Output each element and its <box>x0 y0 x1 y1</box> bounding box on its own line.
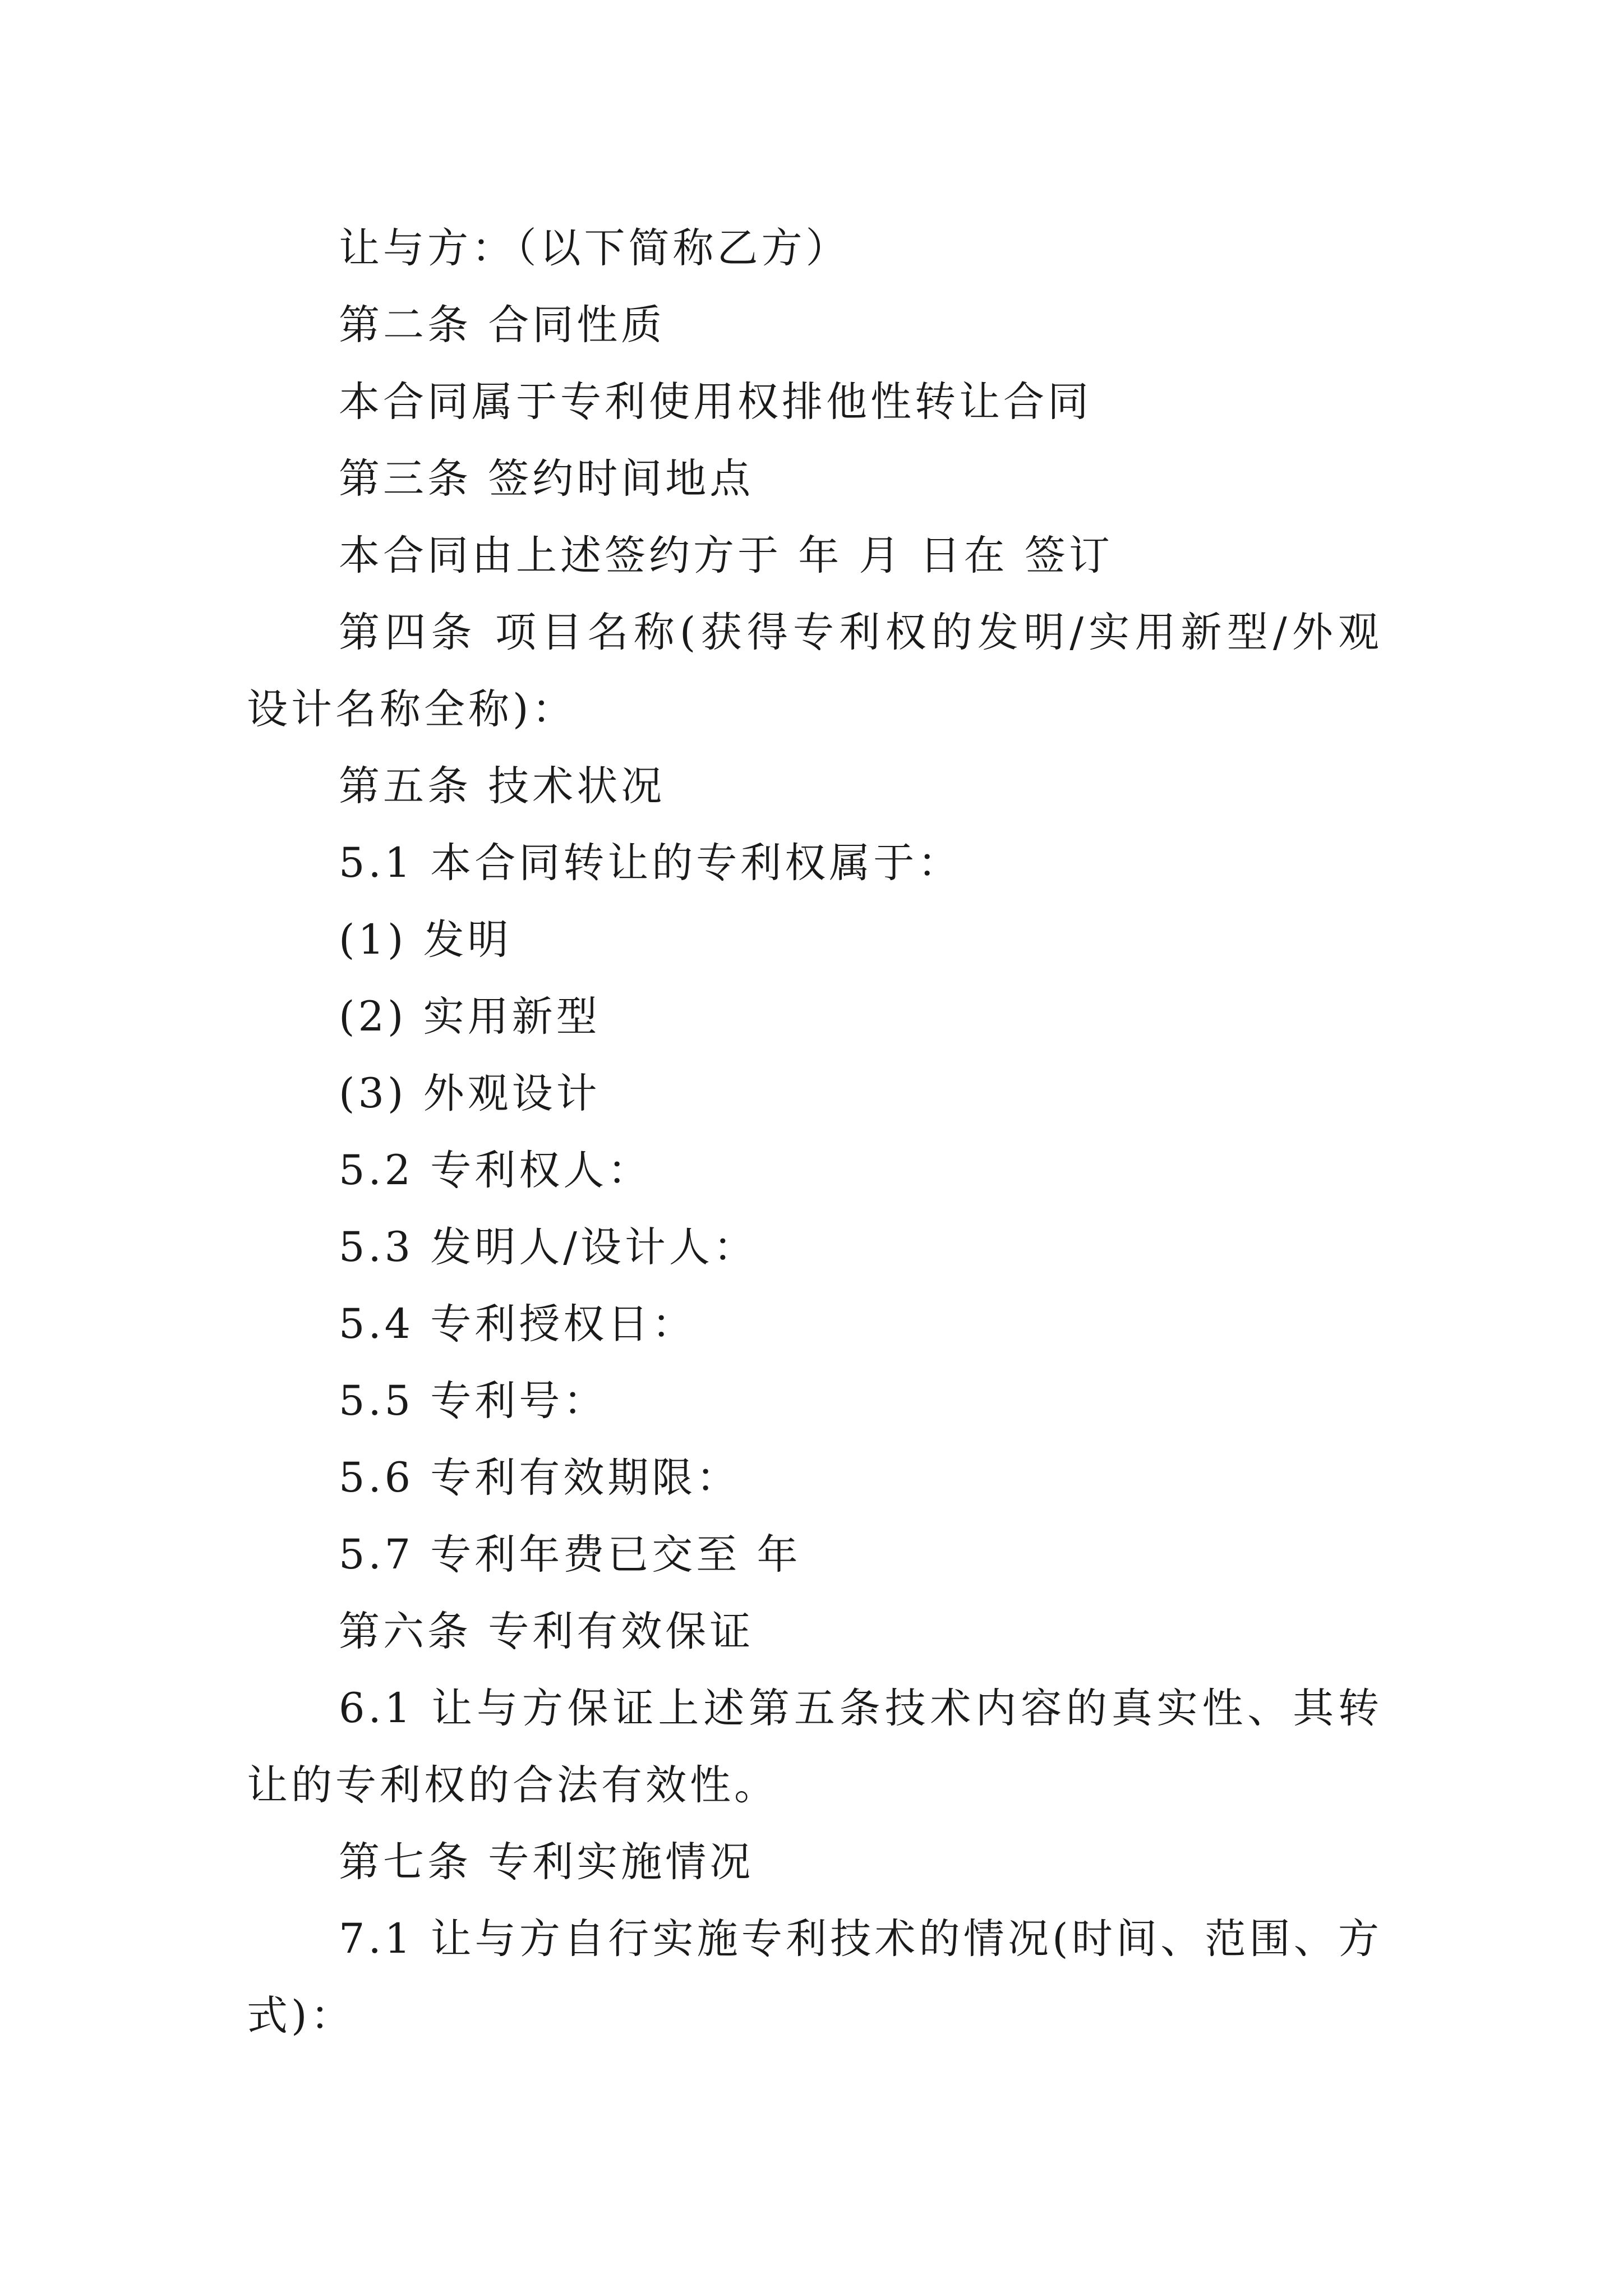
heading-article-3: 第三条 签约时间地点 <box>339 455 754 503</box>
clause-5-7: 5.7 专利年费已交至 年 <box>339 1531 801 1579</box>
clause-5-5: 5.5 专利号： <box>339 1377 608 1425</box>
heading-article-7: 第七条 专利实施情况 <box>339 1838 754 1886</box>
paragraph-contract-nature: 本合同属于专利使用权排他性转让合同 <box>339 378 1092 426</box>
paragraph-signing-time-place: 本合同由上述签约方于 年 月 日在 签订 <box>339 532 1113 579</box>
option-design: (3) 外观设计 <box>339 1070 601 1117</box>
document-body <box>247 210 1382 2054</box>
clause-6-1: 6.1 让与方保证上述第五条技术内容的真实性、其转让的专利权的合法有效性。 <box>247 1685 1382 1809</box>
heading-article-4: 第四条 项目名称(获得专利权的发明/实用新型/外观设计名称全称)： <box>247 609 1382 733</box>
heading-article-6: 第六条 专利有效保证 <box>339 1608 754 1655</box>
clause-5-2: 5.2 专利权人： <box>339 1147 652 1194</box>
clause-5-6: 5.6 专利有效期限： <box>339 1454 741 1502</box>
clause-7-1: 7.1 让与方自行实施专利技术的情况(时间、范围、方式)： <box>247 1915 1382 2040</box>
clause-5-1: 5.1 本合同转让的专利权属于： <box>339 839 962 887</box>
clause-5-4: 5.4 专利授权日： <box>339 1300 697 1348</box>
heading-article-2: 第二条 合同性质 <box>339 301 666 349</box>
clause-5-3: 5.3 发明人/设计人： <box>339 1223 758 1271</box>
heading-article-5: 第五条 技术状况 <box>339 762 666 810</box>
paragraph-assignee: 让与方：（以下简称乙方） <box>339 224 850 272</box>
option-utility-model: (2) 实用新型 <box>339 993 601 1041</box>
option-invention: (1) 发明 <box>339 916 512 964</box>
